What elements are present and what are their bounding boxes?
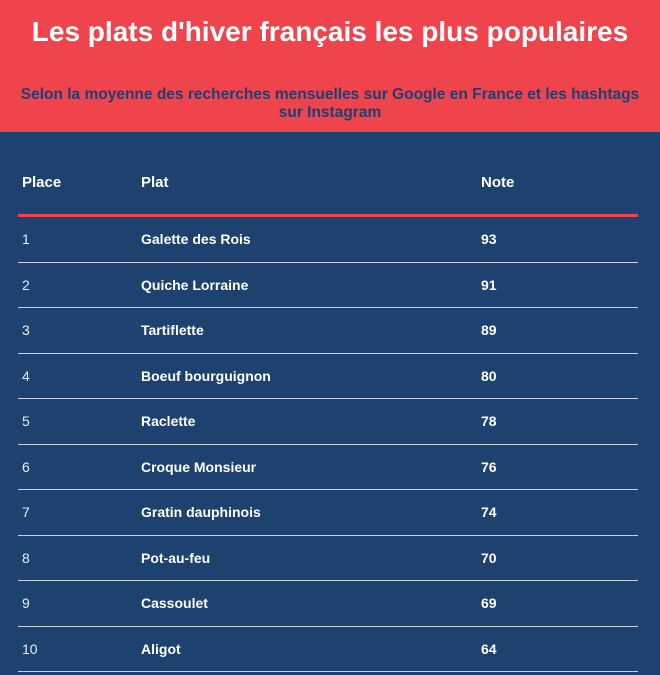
- ranking-table: [18, 160, 638, 672]
- cell-note: 80: [481, 367, 497, 384]
- table-row: [18, 445, 638, 491]
- cell-place: 8: [22, 549, 30, 566]
- cell-place: 9: [22, 595, 30, 611]
- cell-place: 7: [22, 504, 30, 520]
- header-banner: [0, 0, 660, 132]
- cell-plat: Pot-au-feu: [141, 549, 211, 566]
- cell-note: 69: [481, 595, 497, 611]
- cell-note: 70: [481, 549, 497, 566]
- cell-place: 1: [22, 231, 30, 247]
- page-title: Les plats d'hiver français les plus populaires: [31, 16, 629, 47]
- cell-plat: Croque Monsieur: [141, 458, 257, 475]
- table-row: [18, 217, 638, 263]
- cell-plat: Tartiflette: [141, 322, 204, 338]
- column-header-note: Note: [481, 174, 515, 191]
- cell-plat: Boeuf bourguignon: [141, 367, 271, 384]
- table-row: [18, 581, 638, 627]
- cell-note: 76: [481, 458, 497, 475]
- cell-note: 64: [481, 640, 497, 657]
- cell-place: 6: [22, 458, 30, 475]
- cell-note: 78: [481, 413, 497, 429]
- cell-plat: Quiche Lorraine: [141, 276, 249, 293]
- table-row: [18, 490, 638, 536]
- cell-note: 89: [481, 322, 497, 338]
- cell-plat: Gratin dauphinois: [141, 504, 261, 520]
- cell-note: 91: [481, 276, 497, 293]
- table-row: [18, 627, 638, 673]
- table-row: [18, 399, 638, 445]
- table-row: [18, 263, 638, 309]
- table-row: [18, 308, 638, 354]
- cell-place: 4: [22, 367, 30, 384]
- cell-plat: Cassoulet: [141, 595, 208, 611]
- column-header-place: Place: [22, 174, 62, 191]
- page-subtitle: Selon la moyenne des recherches mensuelles sur Google en France et les hashtags sur Instagram: [20, 86, 640, 121]
- cell-plat: Aligot: [141, 640, 181, 657]
- column-header-plat: Plat: [141, 174, 169, 191]
- cell-place: 2: [22, 276, 30, 293]
- cell-place: 3: [22, 322, 30, 338]
- table-row: [18, 354, 638, 400]
- cell-place: 10: [22, 640, 38, 657]
- cell-plat: Raclette: [141, 413, 196, 429]
- table-row: [18, 536, 638, 582]
- cell-note: 74: [481, 504, 497, 520]
- table-header: [18, 160, 638, 217]
- cell-plat: Galette des Rois: [141, 231, 251, 247]
- cell-place: 5: [22, 413, 30, 429]
- cell-note: 93: [481, 231, 497, 247]
